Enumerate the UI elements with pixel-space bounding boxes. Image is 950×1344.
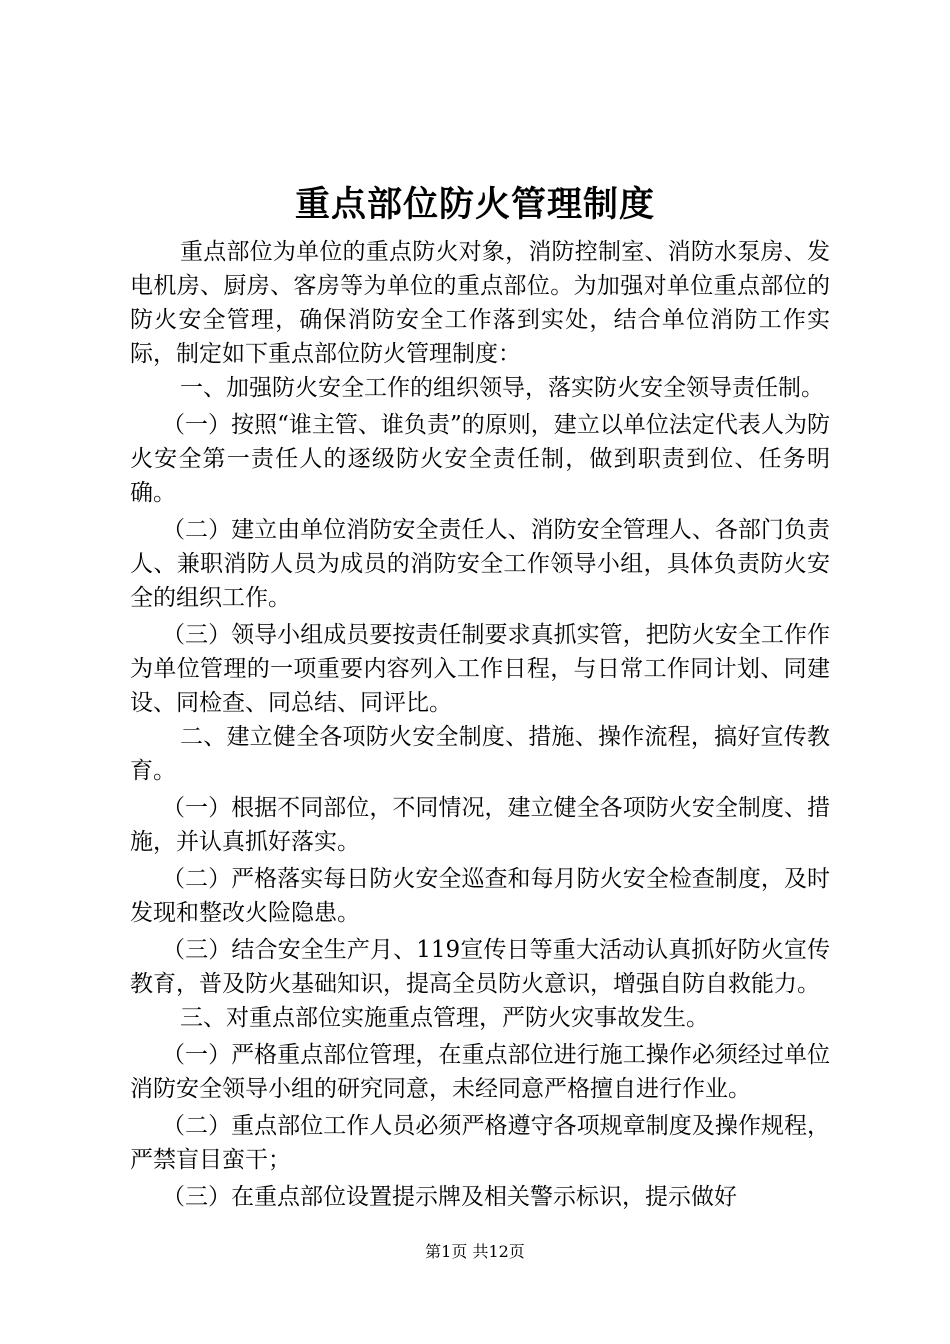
section-heading-1: 一、加强防火安全工作的组织领导，落实防火安全领导责任制。 (180, 375, 824, 401)
section-3-item-3: （三）在重点部位设置提示牌及相关警示标识，提示做好 (162, 1184, 737, 1210)
section-1-item-1: （一）按照“谁主管、谁负责”的原则，建立以单位法定代表人为防火安全第一责任人的逐级防火安全责任制，做到职责到位、任务明确。 (130, 412, 830, 506)
section-1-item-2: （二）建立由单位消防安全责任人、消防安全管理人、各部门负责人、兼职消防人员为成员的消防安全工作领导小组，具体负责防火安全的组织工作。 (130, 517, 830, 611)
section-heading-2: 二、建立健全各项防火安全制度、措施、操作流程，搞好宣传教育。 (130, 724, 830, 784)
section-1-item-3: （三）领导小组成员要按责任制要求真抓实管，把防火安全工作作为单位管理的一项重要内容列入工作日程，与日常工作同计划、同建设、同检查、同总结、同评比。 (130, 622, 830, 716)
document-body (130, 235, 830, 1214)
page-number: 第1页 共12页 (425, 1242, 525, 1261)
section-2-item-3: （三）结合安全生产月、119宣传日等重大活动认真抓好防火宣传教育，普及防火基础知识，提高全员防火意识，增强自防自救能力。 (130, 937, 830, 997)
section-2-item-1: （一）根据不同部位，不同情况，建立健全各项防火安全制度、措施，并认真抓好落实。 (130, 795, 830, 855)
section-3-item-1: （一）严格重点部位管理，在重点部位进行施工操作必须经过单位消防安全领导小组的研究同意，未经同意严格擅自进行作业。 (130, 1042, 830, 1102)
intro-paragraph: 重点部位为单位的重点防火对象，消防控制室、消防水泵房、发电机房、厨房、客房等为单位的重点部位。为加强对单位重点部位的防火安全管理，确保消防安全工作落到实处，结合单位消防工作实际，制定如下重点部位防火管理制度： (130, 239, 830, 367)
document-title: 重点部位防火管理制度 (294, 184, 655, 225)
section-2-item-2: （二）严格落实每日防火安全巡查和每月防火安全检查制度，及时发现和整改火险隐患。 (130, 866, 830, 926)
section-heading-3: 三、对重点部位实施重点管理，严防火灾事故发生。 (180, 1005, 709, 1031)
section-3-item-2: （二）重点部位工作人员必须严格遵守各项规章制度及操作规程，严禁盲目蛮干； (130, 1113, 830, 1173)
